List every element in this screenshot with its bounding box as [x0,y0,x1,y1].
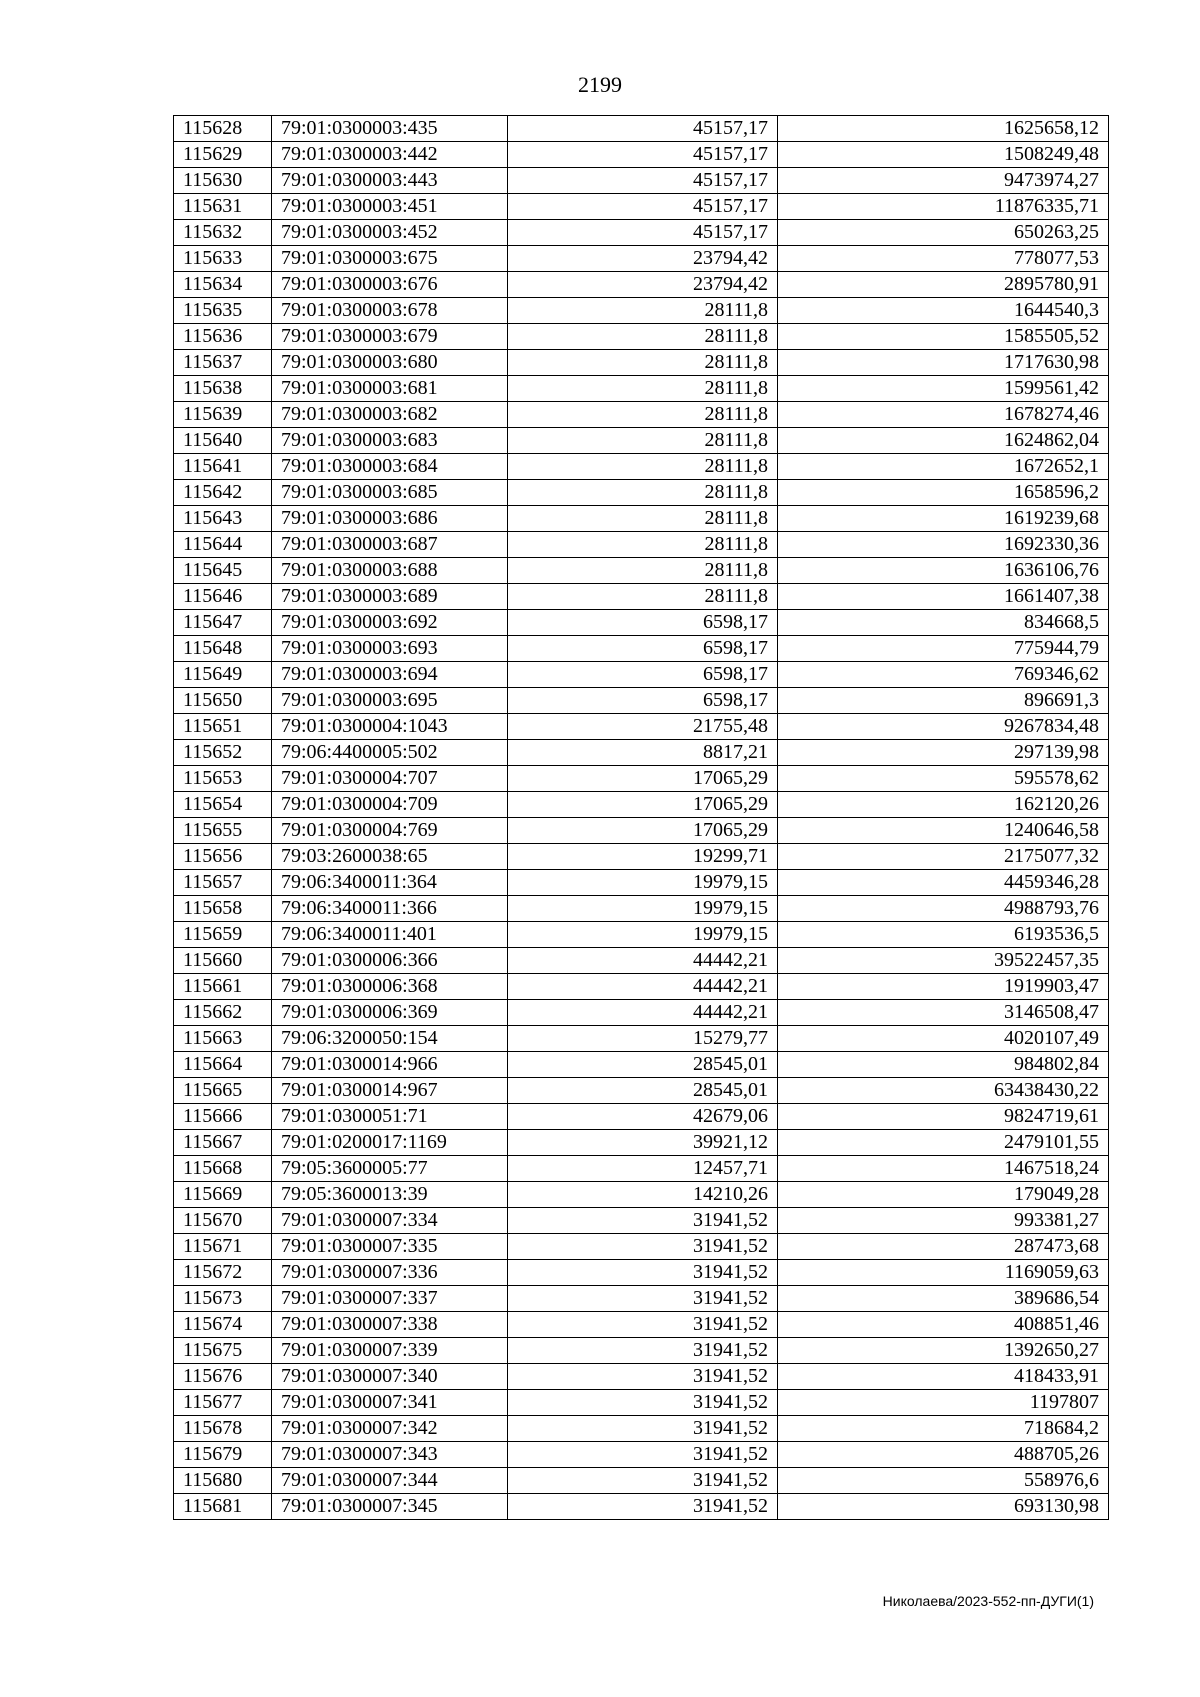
cadastral-number-cell: 79:01:0300007:338 [272,1312,508,1338]
value-cell: 45157,17 [508,142,778,168]
cadastral-number-cell: 79:01:0300003:676 [272,272,508,298]
cadastral-number-cell: 79:01:0300004:709 [272,792,508,818]
table-row [174,324,1109,350]
table-row [174,480,1109,506]
total-cell: 595578,62 [778,766,1109,792]
table-row [174,818,1109,844]
cadastral-number-cell: 79:01:0300007:334 [272,1208,508,1234]
value-cell: 19979,15 [508,870,778,896]
table-row [174,1000,1109,1026]
cadastral-number-cell: 79:01:0300006:366 [272,948,508,974]
cadastral-number-cell: 79:01:0300003:442 [272,142,508,168]
row-number-cell: 115656 [174,844,272,870]
value-cell: 6598,17 [508,688,778,714]
total-cell: 1717630,98 [778,350,1109,376]
value-cell: 23794,42 [508,272,778,298]
cadastral-number-cell: 79:06:3400011:366 [272,896,508,922]
value-cell: 31941,52 [508,1468,778,1494]
cadastral-number-cell: 79:01:0300014:966 [272,1052,508,1078]
table-row [174,532,1109,558]
row-number-cell: 115665 [174,1078,272,1104]
cadastral-number-cell: 79:01:0300003:686 [272,506,508,532]
total-cell: 179049,28 [778,1182,1109,1208]
cadastral-number-cell: 79:01:0300007:341 [272,1390,508,1416]
table-row [174,1312,1109,1338]
value-cell: 28111,8 [508,506,778,532]
total-cell: 287473,68 [778,1234,1109,1260]
row-number-cell: 115632 [174,220,272,246]
row-number-cell: 115634 [174,272,272,298]
total-cell: 896691,3 [778,688,1109,714]
row-number-cell: 115631 [174,194,272,220]
value-cell: 17065,29 [508,818,778,844]
row-number-cell: 115663 [174,1026,272,1052]
total-cell: 2175077,32 [778,844,1109,870]
table-row [174,1130,1109,1156]
row-number-cell: 115657 [174,870,272,896]
row-number-cell: 115680 [174,1468,272,1494]
total-cell: 1619239,68 [778,506,1109,532]
table-row [174,766,1109,792]
row-number-cell: 115664 [174,1052,272,1078]
row-number-cell: 115679 [174,1442,272,1468]
row-number-cell: 115672 [174,1260,272,1286]
cadastral-number-cell: 79:01:0300003:685 [272,480,508,506]
cadastral-number-cell: 79:01:0300003:443 [272,168,508,194]
table-row [174,246,1109,272]
total-cell: 63438430,22 [778,1078,1109,1104]
total-cell: 4459346,28 [778,870,1109,896]
cadastral-number-cell: 79:01:0300003:451 [272,194,508,220]
total-cell: 162120,26 [778,792,1109,818]
row-number-cell: 115677 [174,1390,272,1416]
total-cell: 2479101,55 [778,1130,1109,1156]
row-number-cell: 115671 [174,1234,272,1260]
total-cell: 1467518,24 [778,1156,1109,1182]
total-cell: 693130,98 [778,1494,1109,1520]
value-cell: 45157,17 [508,220,778,246]
cadastral-number-cell: 79:01:0300003:435 [272,116,508,142]
total-cell: 834668,5 [778,610,1109,636]
total-cell: 1585505,52 [778,324,1109,350]
value-cell: 15279,77 [508,1026,778,1052]
value-cell: 45157,17 [508,116,778,142]
value-cell: 28111,8 [508,532,778,558]
cadastral-table-container [173,115,1109,1520]
row-number-cell: 115675 [174,1338,272,1364]
row-number-cell: 115644 [174,532,272,558]
cadastral-number-cell: 79:01:0300006:368 [272,974,508,1000]
cadastral-number-cell: 79:01:0300003:684 [272,454,508,480]
cadastral-number-cell: 79:05:3600013:39 [272,1182,508,1208]
row-number-cell: 115628 [174,116,272,142]
table-row [174,1052,1109,1078]
table-row [174,1338,1109,1364]
value-cell: 31941,52 [508,1494,778,1520]
total-cell: 4020107,49 [778,1026,1109,1052]
table-row [174,298,1109,324]
row-number-cell: 115676 [174,1364,272,1390]
value-cell: 42679,06 [508,1104,778,1130]
table-row [174,1468,1109,1494]
total-cell: 993381,27 [778,1208,1109,1234]
row-number-cell: 115633 [174,246,272,272]
cadastral-number-cell: 79:01:0300003:682 [272,402,508,428]
table-row [174,116,1109,142]
total-cell: 1625658,12 [778,116,1109,142]
table-row [174,870,1109,896]
total-cell: 418433,91 [778,1364,1109,1390]
total-cell: 1658596,2 [778,480,1109,506]
cadastral-number-cell: 79:06:3400011:364 [272,870,508,896]
cadastral-number-cell: 79:01:0300003:688 [272,558,508,584]
cadastral-number-cell: 79:01:0300007:340 [272,1364,508,1390]
cadastral-number-cell: 79:01:0300007:336 [272,1260,508,1286]
table-row [174,272,1109,298]
value-cell: 6598,17 [508,636,778,662]
table-row [174,1078,1109,1104]
value-cell: 31941,52 [508,1208,778,1234]
value-cell: 8817,21 [508,740,778,766]
table-row [174,610,1109,636]
page-number: 2199 [578,72,622,97]
value-cell: 45157,17 [508,168,778,194]
total-cell: 1240646,58 [778,818,1109,844]
row-number-cell: 115660 [174,948,272,974]
row-number-cell: 115674 [174,1312,272,1338]
table-row [174,1442,1109,1468]
table-row [174,194,1109,220]
total-cell: 1624862,04 [778,428,1109,454]
cadastral-number-cell: 79:01:0300006:369 [272,1000,508,1026]
total-cell: 1678274,46 [778,402,1109,428]
cadastral-number-cell: 79:05:3600005:77 [272,1156,508,1182]
row-number-cell: 115642 [174,480,272,506]
row-number-cell: 115641 [174,454,272,480]
cadastral-number-cell: 79:01:0300003:693 [272,636,508,662]
value-cell: 28111,8 [508,376,778,402]
value-cell: 31941,52 [508,1312,778,1338]
row-number-cell: 115635 [174,298,272,324]
table-row [174,1494,1109,1520]
value-cell: 44442,21 [508,948,778,974]
total-cell: 558976,6 [778,1468,1109,1494]
value-cell: 44442,21 [508,974,778,1000]
row-number-cell: 115669 [174,1182,272,1208]
table-row [174,1364,1109,1390]
table-row [174,376,1109,402]
total-cell: 1169059,63 [778,1260,1109,1286]
total-cell: 408851,46 [778,1312,1109,1338]
row-number-cell: 115662 [174,1000,272,1026]
total-cell: 1692330,36 [778,532,1109,558]
total-cell: 389686,54 [778,1286,1109,1312]
cadastral-number-cell: 79:01:0200017:1169 [272,1130,508,1156]
total-cell: 6193536,5 [778,922,1109,948]
table-row [174,454,1109,480]
row-number-cell: 115638 [174,376,272,402]
cadastral-number-cell: 79:01:0300007:337 [272,1286,508,1312]
total-cell: 9267834,48 [778,714,1109,740]
row-number-cell: 115629 [174,142,272,168]
total-cell: 4988793,76 [778,896,1109,922]
row-number-cell: 115643 [174,506,272,532]
table-row [174,922,1109,948]
cadastral-number-cell: 79:01:0300004:769 [272,818,508,844]
value-cell: 31941,52 [508,1364,778,1390]
cadastral-number-cell: 79:01:0300003:675 [272,246,508,272]
table-row [174,1182,1109,1208]
value-cell: 28545,01 [508,1078,778,1104]
table-row [174,714,1109,740]
row-number-cell: 115636 [174,324,272,350]
total-cell: 297139,98 [778,740,1109,766]
row-number-cell: 115652 [174,740,272,766]
value-cell: 21755,48 [508,714,778,740]
value-cell: 28111,8 [508,480,778,506]
cadastral-number-cell: 79:01:0300003:687 [272,532,508,558]
cadastral-number-cell: 79:06:3400011:401 [272,922,508,948]
cadastral-number-cell: 79:01:0300004:1043 [272,714,508,740]
row-number-cell: 115667 [174,1130,272,1156]
table-row [174,688,1109,714]
row-number-cell: 115661 [174,974,272,1000]
value-cell: 6598,17 [508,662,778,688]
total-cell: 775944,79 [778,636,1109,662]
cadastral-number-cell: 79:01:0300003:692 [272,610,508,636]
value-cell: 28111,8 [508,428,778,454]
total-cell: 39522457,35 [778,948,1109,974]
table-row [174,636,1109,662]
value-cell: 14210,26 [508,1182,778,1208]
cadastral-number-cell: 79:01:0300007:342 [272,1416,508,1442]
value-cell: 28111,8 [508,584,778,610]
row-number-cell: 115654 [174,792,272,818]
value-cell: 28111,8 [508,454,778,480]
table-row [174,662,1109,688]
cadastral-number-cell: 79:01:0300051:71 [272,1104,508,1130]
value-cell: 28111,8 [508,558,778,584]
value-cell: 45157,17 [508,194,778,220]
cadastral-number-cell: 79:01:0300003:452 [272,220,508,246]
value-cell: 31941,52 [508,1442,778,1468]
value-cell: 28111,8 [508,324,778,350]
table-row [174,558,1109,584]
value-cell: 23794,42 [508,246,778,272]
table-row [174,1260,1109,1286]
cadastral-number-cell: 79:06:3200050:154 [272,1026,508,1052]
total-cell: 718684,2 [778,1416,1109,1442]
total-cell: 1672652,1 [778,454,1109,480]
table-row [174,142,1109,168]
value-cell: 19299,71 [508,844,778,870]
cadastral-number-cell: 79:03:2600038:65 [272,844,508,870]
row-number-cell: 115681 [174,1494,272,1520]
value-cell: 31941,52 [508,1286,778,1312]
table-row [174,402,1109,428]
cadastral-number-cell: 79:01:0300003:680 [272,350,508,376]
table-row [174,1390,1109,1416]
value-cell: 39921,12 [508,1130,778,1156]
row-number-cell: 115651 [174,714,272,740]
row-number-cell: 115645 [174,558,272,584]
total-cell: 488705,26 [778,1442,1109,1468]
row-number-cell: 115649 [174,662,272,688]
table-row [174,896,1109,922]
row-number-cell: 115637 [174,350,272,376]
table-row [174,584,1109,610]
row-number-cell: 115646 [174,584,272,610]
value-cell: 17065,29 [508,766,778,792]
table-body [174,116,1109,1520]
value-cell: 19979,15 [508,922,778,948]
value-cell: 17065,29 [508,792,778,818]
row-number-cell: 115640 [174,428,272,454]
value-cell: 12457,71 [508,1156,778,1182]
cadastral-number-cell: 79:01:0300007:335 [272,1234,508,1260]
cadastral-number-cell: 79:01:0300003:678 [272,298,508,324]
value-cell: 28111,8 [508,402,778,428]
cadastral-table [173,115,1109,1520]
table-row [174,1156,1109,1182]
total-cell: 769346,62 [778,662,1109,688]
table-row [174,974,1109,1000]
row-number-cell: 115668 [174,1156,272,1182]
value-cell: 28545,01 [508,1052,778,1078]
total-cell: 1661407,38 [778,584,1109,610]
total-cell: 11876335,71 [778,194,1109,220]
row-number-cell: 115655 [174,818,272,844]
row-number-cell: 115670 [174,1208,272,1234]
cadastral-number-cell: 79:01:0300007:343 [272,1442,508,1468]
cadastral-number-cell: 79:01:0300003:695 [272,688,508,714]
value-cell: 28111,8 [508,298,778,324]
table-row [174,1208,1109,1234]
table-row [174,1104,1109,1130]
table-row [174,1416,1109,1442]
total-cell: 2895780,91 [778,272,1109,298]
table-row [174,844,1109,870]
total-cell: 1197807 [778,1390,1109,1416]
document-footer: Николаева/2023-552-пп-ДУГИ(1) [882,1593,1094,1609]
table-row [174,948,1109,974]
cadastral-number-cell: 79:01:0300003:694 [272,662,508,688]
row-number-cell: 115659 [174,922,272,948]
total-cell: 1644540,3 [778,298,1109,324]
total-cell: 1508249,48 [778,142,1109,168]
value-cell: 6598,17 [508,610,778,636]
row-number-cell: 115666 [174,1104,272,1130]
cadastral-number-cell: 79:01:0300014:967 [272,1078,508,1104]
value-cell: 28111,8 [508,350,778,376]
value-cell: 31941,52 [508,1390,778,1416]
total-cell: 1599561,42 [778,376,1109,402]
cadastral-number-cell: 79:06:4400005:502 [272,740,508,766]
value-cell: 31941,52 [508,1234,778,1260]
value-cell: 19979,15 [508,896,778,922]
value-cell: 31941,52 [508,1338,778,1364]
cadastral-number-cell: 79:01:0300004:707 [272,766,508,792]
total-cell: 9824719,61 [778,1104,1109,1130]
total-cell: 1636106,76 [778,558,1109,584]
total-cell: 984802,84 [778,1052,1109,1078]
row-number-cell: 115639 [174,402,272,428]
total-cell: 1919903,47 [778,974,1109,1000]
table-row [174,1234,1109,1260]
row-number-cell: 115630 [174,168,272,194]
cadastral-number-cell: 79:01:0300007:339 [272,1338,508,1364]
table-row [174,740,1109,766]
row-number-cell: 115658 [174,896,272,922]
table-row [174,506,1109,532]
row-number-cell: 115653 [174,766,272,792]
total-cell: 1392650,27 [778,1338,1109,1364]
table-row [174,428,1109,454]
cadastral-number-cell: 79:01:0300003:689 [272,584,508,610]
row-number-cell: 115647 [174,610,272,636]
value-cell: 31941,52 [508,1416,778,1442]
cadastral-number-cell: 79:01:0300003:679 [272,324,508,350]
cadastral-number-cell: 79:01:0300007:344 [272,1468,508,1494]
cadastral-number-cell: 79:01:0300003:681 [272,376,508,402]
table-row [174,1026,1109,1052]
row-number-cell: 115678 [174,1416,272,1442]
table-row [174,220,1109,246]
row-number-cell: 115648 [174,636,272,662]
total-cell: 650263,25 [778,220,1109,246]
row-number-cell: 115673 [174,1286,272,1312]
table-row [174,1286,1109,1312]
row-number-cell: 115650 [174,688,272,714]
cadastral-number-cell: 79:01:0300007:345 [272,1494,508,1520]
table-row [174,350,1109,376]
total-cell: 778077,53 [778,246,1109,272]
table-row [174,792,1109,818]
value-cell: 31941,52 [508,1260,778,1286]
value-cell: 44442,21 [508,1000,778,1026]
total-cell: 9473974,27 [778,168,1109,194]
table-row [174,168,1109,194]
total-cell: 3146508,47 [778,1000,1109,1026]
cadastral-number-cell: 79:01:0300003:683 [272,428,508,454]
